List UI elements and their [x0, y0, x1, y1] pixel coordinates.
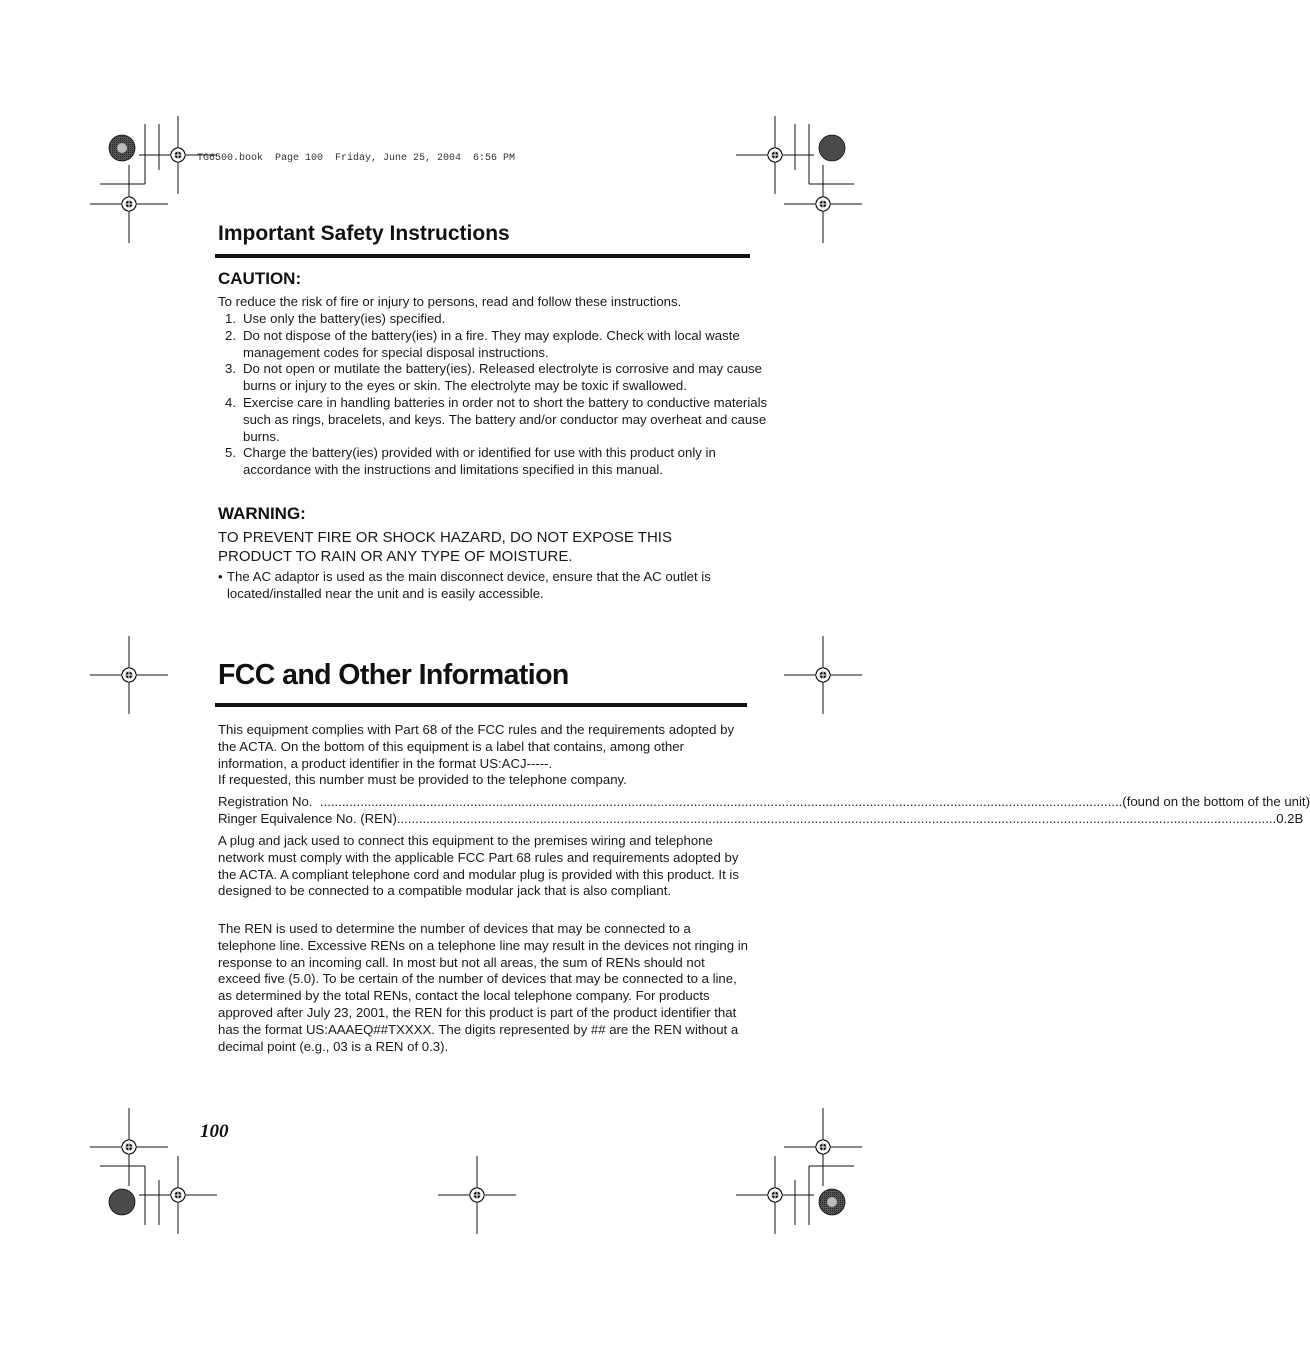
leader-dots: ........................................................................................................................................................................................................................... — [312, 794, 1123, 809]
caution-intro: To reduce the risk of fire or injury to persons, read and follow these instructions. — [218, 294, 682, 309]
ac-adaptor-text: The AC adaptor is used as the main disconnect device, ensure that the AC outlet is located/installed near the unit and is easily accessible. — [227, 569, 711, 601]
list-item: 3. Do not open or mutilate the battery(ies). Released electrolyte is corrosive and may cause burns or injury to the eyes or skin. The electrolyte may be toxic if swallowed. — [225, 361, 762, 394]
list-item: 5. Charge the battery(ies) provided with or identified for use with this product only in accordance with the instructions and limitations specified in this manual. — [225, 445, 716, 478]
list-item: 2. Do not dispose of the battery(ies) in a fire. They may explode. Check with local waste management codes for special disposal instructions. — [225, 327, 740, 360]
fcc-intro — [218, 722, 748, 789]
registration-row — [218, 793, 1310, 810]
section-title-safety: Important Safety Instructions — [218, 222, 510, 245]
registration-value: (found on the bottom of the unit) — [1122, 794, 1310, 809]
warning-text: TO PREVENT FIRE OR SHOCK HAZARD, DO NOT EXPOSE THIS PRODUCT TO RAIN OR ANY TYPE OF MOISTURE. — [218, 529, 672, 565]
gray-disc-icon — [819, 135, 845, 161]
list-item: 1. Use only the battery(ies) specified. — [225, 311, 446, 326]
ac-adaptor-note — [218, 569, 748, 603]
ren-row — [218, 810, 1304, 827]
title-rule — [215, 254, 750, 258]
fcc-title-rule — [215, 703, 747, 707]
leader-dots: ................................................................................................................................................................................................................................................ — [396, 811, 1277, 826]
plug-jack-paragraph: A plug and jack used to connect this equipment to the premises wiring and telephone network must comply with the applicable FCC Part 68 rules and requirements adopted by the ACTA. A compliant telephone cord and modular plug is provided with this product. It is designed to be connected to a compatible modular jack that is also compliant. — [218, 833, 739, 899]
starburst-disc-icon — [819, 1189, 845, 1215]
print-slug: TG6500.book Page 100 Friday, June 25, 2004 6:56 PM — [197, 153, 516, 164]
page-number: 100 — [200, 1121, 229, 1142]
section-title-fcc: FCC and Other Information — [218, 659, 569, 691]
fcc-intro-paragraph: This equipment complies with Part 68 of the FCC rules and the requirements adopted by the ACTA. On the bottom of this equipment is a label that contains, among other information, a product identifier in the format US:ACJ-----. — [218, 722, 735, 771]
list-item: 4. Exercise care in handling batteries in order not to short the battery to conductive materials such as rings, bracelets, and keys. The battery and/or conductor may overheat and cause burns. — [225, 394, 768, 444]
caution-list — [218, 311, 773, 479]
bullet-mark: • — [218, 569, 223, 584]
registration-label: Registration No. — [218, 794, 313, 809]
ren-label: Ringer Equivalence No. (REN) — [218, 811, 397, 826]
starburst-disc-icon — [109, 135, 135, 161]
gray-disc-icon — [109, 1189, 135, 1215]
warning-heading: WARNING: — [218, 504, 306, 523]
ren-value: 0.2B — [1276, 811, 1304, 826]
ren-paragraph: The REN is used to determine the number of devices that may be connected to a telephone line. Excessive RENs on a telephone line may result in the devices not ringing in response to an incoming call. In most but not all areas, the sum of RENs should not exceed five (5.0). To be certain of the number of devices that may be connected to a line, as determined by the total RENs, contact the local telephone company. For products approved after July 23, 2001, the REN for this product is part of the product identifier that has the format US:AAAEQ##TXXXX. The digits represented by ## are the REN without a decimal point (e.g., 03 is a REN of 0.3). — [218, 921, 749, 1054]
caution-heading: CAUTION: — [218, 269, 302, 288]
fcc-intro-request: If requested, this number must be provided to the telephone company. — [218, 772, 627, 788]
